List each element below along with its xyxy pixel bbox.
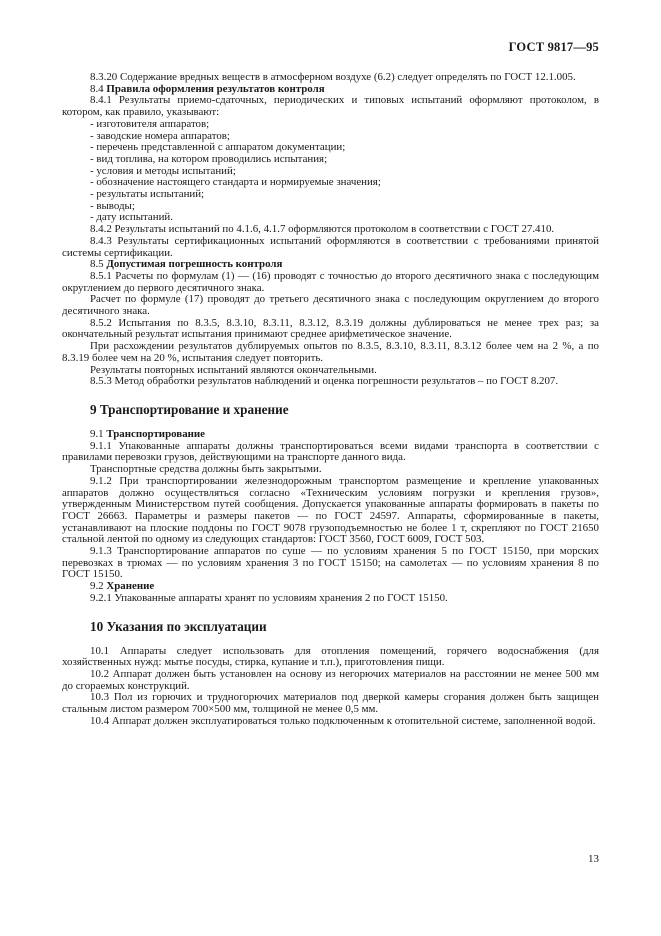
paragraph-8-4-1: 8.4.1 Результаты приемо-сдаточных, периодических и типовых испытаний оформляют протоколом, в котором, как правило, указывают: <box>62 94 599 119</box>
list-item: - условия и методы испытаний; <box>90 164 236 177</box>
paragraph-9-1-3: 9.1.3 Транспортирование аппаратов по суше — по условиям хранения 5 по ГОСТ 15150, при морских перевозках в трюмах — по условиям хранения 3 по ГОСТ 15150; на самолетах — по условиям хранения 8 по ГОСТ 15150. <box>62 545 599 581</box>
list-item: - дату испытаний. <box>90 211 173 224</box>
subsection-number: 9.1 <box>90 427 104 440</box>
list-item: - результаты испытаний; <box>90 188 205 201</box>
section-10-heading: 10 Указания по эксплуатации <box>90 618 267 634</box>
subsection-title: Допустимая погрешность контроля <box>106 258 283 271</box>
paragraph-10-4: 10.4 Аппарат должен эксплуатироваться только подключенным к отопительной системе, заполненной водой. <box>90 714 596 727</box>
document-header: ГОСТ 9817—95 <box>508 40 599 54</box>
list-item: - обозначение настоящего стандарта и нормируемые значения; <box>90 176 381 189</box>
paragraph-9-1-1: 9.1.1 Упакованные аппараты должны транспортироваться всеми видами транспорта в соответствии с правилами перевозки грузов, действующими на транспорте данного вида. <box>62 439 599 464</box>
list-item: - вид топлива, на котором проводились испытания; <box>90 152 328 165</box>
subsection-title: Хранение <box>106 580 155 593</box>
paragraph-8-5-2-discrepancy: При расхождении результатов дублируемых опытов по 8.3.5, 8.3.10, 8.3.11, 8.3.12 более чем на 2 %, а по 8.3.19 более чем на 20 %, испытания следует повторить. <box>62 340 599 364</box>
paragraph-9-1-2: 9.1.2 При транспортировании железнодорожным транспортом размещение и крепление упакованных аппаратов должно осуществляться согласно «Техническим условиям погрузки и крепления грузов», утвержденным Министерством путей сообщения. Допускается упакованные аппараты формировать в пакеты по ГОСТ 26663. Параметры и размеры пакетов — по ГОСТ 24597. Аппараты, сформированные в пакеты, устанавливают на плоские поддоны по ГОСТ 9078 грузоподъемностью не более 1 т, скрепляют по ГОСТ 21650 стальной лентой по одному из следующих стандартов: ГОСТ 3560, ГОСТ 6009, ГОСТ 503. <box>62 474 599 546</box>
paragraph-9-1-1-vehicles: Транспортные средства должны быть закрытыми. <box>90 463 322 476</box>
section-9-heading: 9 Транспортирование и хранение <box>90 401 289 417</box>
subsection-number: 8.5 <box>90 258 104 271</box>
list-item: - перечень представленной с аппаратом документации; <box>90 141 346 154</box>
paragraph-8-5-1: 8.5.1 Расчеты по формулам (1) — (16) проводят с точностью до второго десятичного знака с последующим округлением до первого десятичного знака. <box>62 269 599 294</box>
page-number: 13 <box>588 853 599 865</box>
subsection-title: Транспортирование <box>106 427 206 440</box>
list-item: - изготовителя аппаратов; <box>90 117 210 130</box>
subsection-title: Правила оформления результатов контроля <box>106 82 325 95</box>
list-item: - заводские номера аппаратов; <box>90 129 230 142</box>
subsection-9-1-heading <box>62 429 599 441</box>
subsection-number: 8.4 <box>90 82 104 95</box>
document-body <box>62 72 599 727</box>
paragraph-8-5-2-final: Результаты повторных испытаний являются окончательными. <box>90 363 377 376</box>
paragraph-9-2-1: 9.2.1 Упакованные аппараты хранят по условиям хранения 2 по ГОСТ 15150. <box>90 591 448 604</box>
paragraph-8-4-3: 8.4.3 Результаты сертификационных испытаний оформляются в соответствии с требованиями принятой системы сертификации. <box>62 234 599 259</box>
subsection-number: 9.2 <box>90 580 104 593</box>
paragraph-10-2: 10.2 Аппарат должен быть установлен на основу из негорючих материалов на расстоянии не менее 500 мм до сгораемых конструкций. <box>62 667 599 692</box>
paragraph-10-3: 10.3 Пол из горючих и трудногорючих материалов под дверкой камеры сгорания должен быть защищен стальным листом размером 700×500 мм, толщиной не менее 0,5 мм. <box>62 691 599 716</box>
paragraph-8-5-2: 8.5.2 Испытания по 8.3.5, 8.3.10, 8.3.11, 8.3.12, 8.3.19 должны дублироваться не менее трех раз; за окончательный результат испытания принимают среднее арифметическое значение. <box>62 316 599 341</box>
paragraph-8-5-1-formula-17: Расчет по формуле (17) проводят до третьего десятичного знака с последующим округлением до второго десятичного знака. <box>62 293 599 318</box>
paragraph-8-5-3: 8.5.3 Метод обработки результатов наблюдений и оценка погрешности результатов – по ГОСТ 8.207. <box>90 375 559 388</box>
paragraph-8-3-20: 8.3.20 Содержание вредных веществ в атмосферном воздухе (6.2) следует определять по ГОСТ 12.1.005. <box>90 71 576 83</box>
list-item: - выводы; <box>90 199 135 212</box>
paragraph-10-1: 10.1 Аппараты следует использовать для отопления помещений, горячего водоснабжения (для хозяйственных нужд: мытье посуды, стирка, купание и т.п.), приготовления пищи. <box>62 644 599 669</box>
paragraph-8-4-2: 8.4.2 Результаты испытаний по 4.1.6, 4.1.7 оформляются протоколом в соответствии с ГОСТ 27.410. <box>90 223 555 236</box>
